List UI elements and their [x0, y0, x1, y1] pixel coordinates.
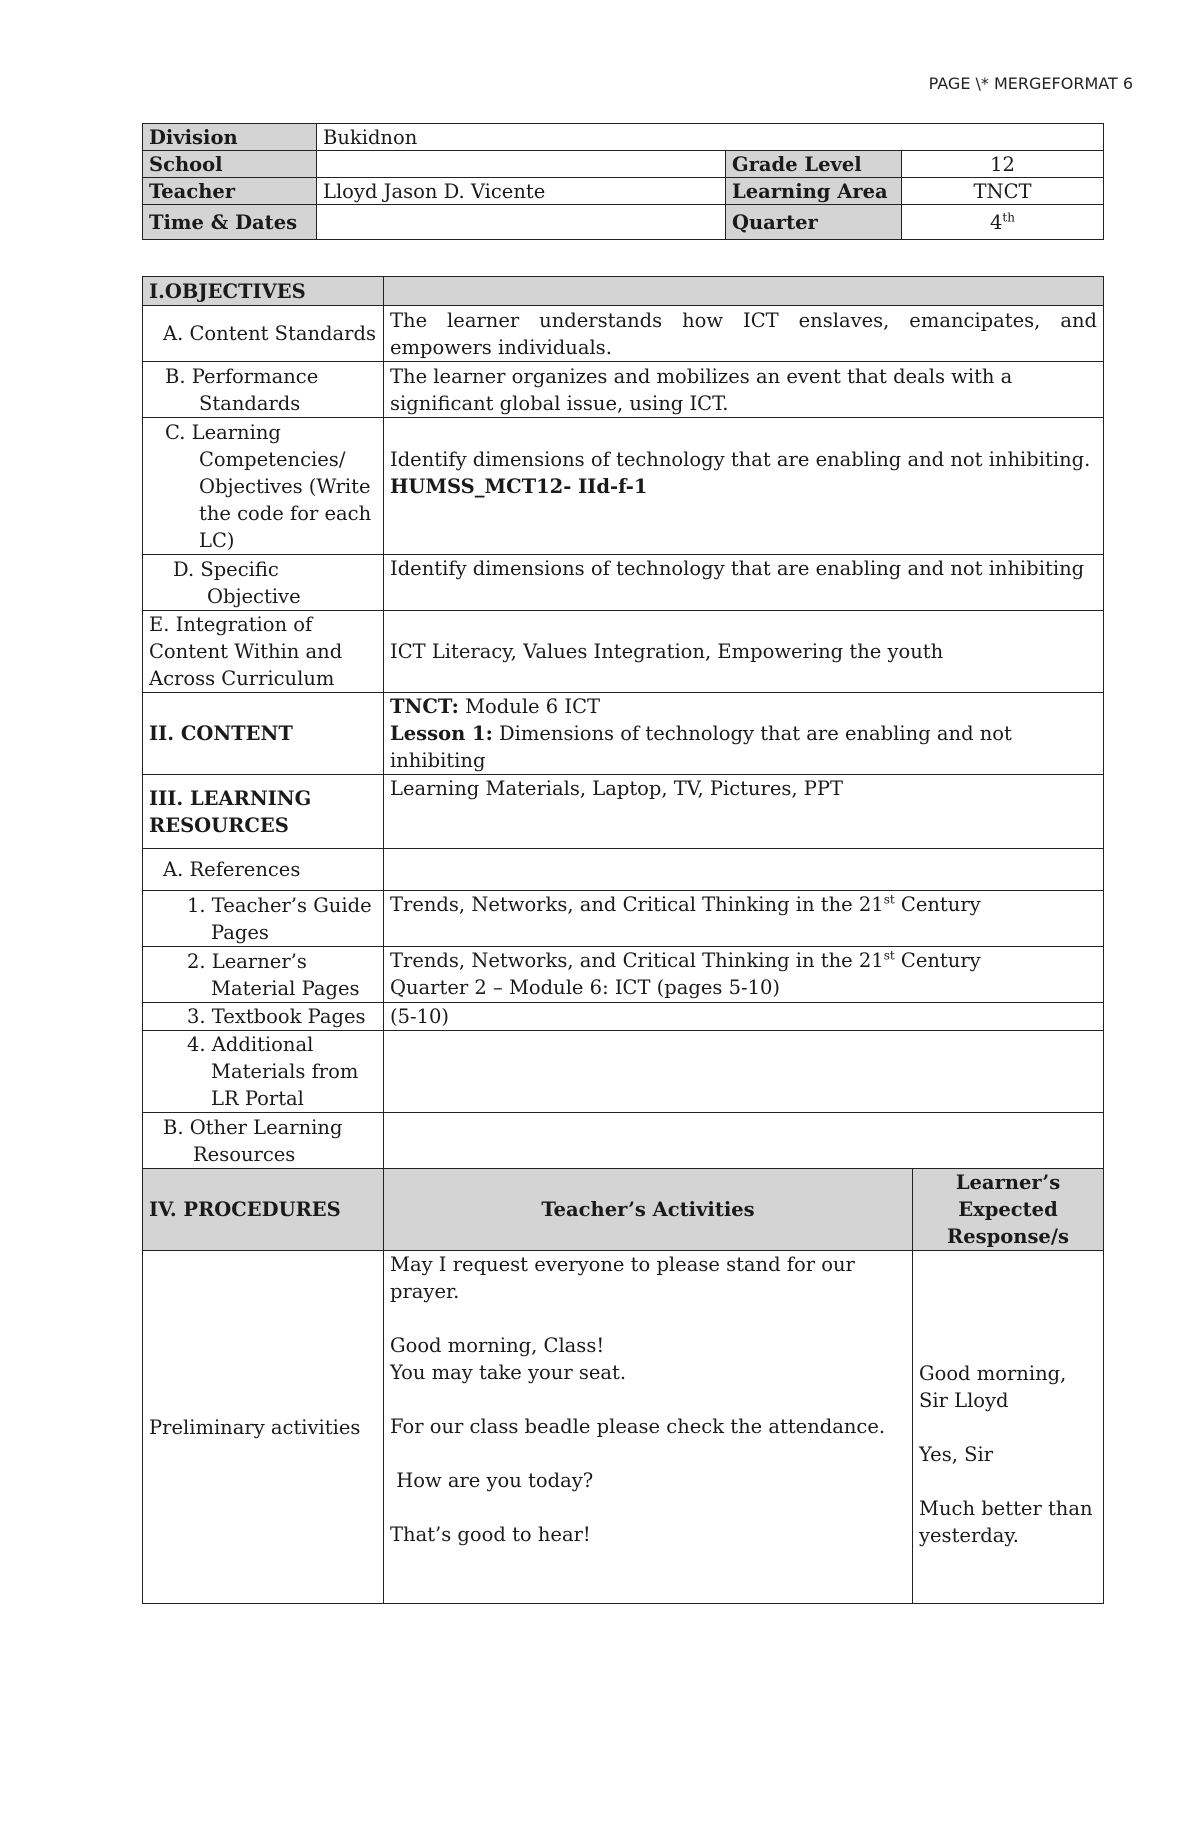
lesson-value: Dimensions of technology that are enabling and not inhibiting — [390, 722, 1012, 772]
time-dates-value — [317, 205, 726, 240]
performance-standards-label: B. Performance Standards — [143, 362, 384, 418]
page-header: PAGE \* MERGEFORMAT 6 — [928, 74, 1133, 93]
teacher-line: That’s good to hear! — [390, 1523, 591, 1546]
competencies-value: Identify dimensions of technology that are enabling and not inhibiting. — [390, 447, 1091, 471]
learner-response-cell — [913, 1251, 1104, 1604]
integration-label: E. Integration of Content Within and Across Curriculum — [143, 611, 384, 693]
teacher-line: For our class beadle please check the attendance. — [390, 1415, 886, 1438]
learning-area-value: TNCT — [902, 178, 1104, 205]
grade-level-value: 12 — [902, 151, 1104, 178]
division-label: Division — [143, 124, 317, 151]
teachers-guide-label: 1. Teacher’s Guide Pages — [143, 891, 384, 947]
teachers-guide-value: Trends, Networks, and Critical Thinking in the 21st Century — [384, 891, 1104, 947]
lesson-label: Lesson 1: — [390, 722, 493, 745]
learning-resources-heading: III. LEARNING RESOURCES — [143, 775, 384, 849]
learners-response-header: Learner’s Expected Response/s — [913, 1169, 1104, 1251]
integration-value: ICT Literacy, Values Integration, Empowering the youth — [384, 611, 1104, 693]
textbook-pages-label: 3. Textbook Pages — [143, 1003, 384, 1031]
teachers-activities-header: Teacher’s Activities — [384, 1169, 913, 1251]
learner-line: Yes, Sir — [919, 1442, 994, 1466]
additional-materials-value — [384, 1031, 1104, 1113]
learner-line: Much better than yesterday. — [919, 1496, 1093, 1547]
procedures-heading: IV. PROCEDURES — [143, 1169, 384, 1251]
tnct-value: Module 6 ICT — [458, 695, 601, 718]
content-standards-label: A. Content Standards — [143, 306, 384, 362]
division-value: Bukidnon — [317, 124, 1104, 151]
preliminary-activities-label: Preliminary activities — [143, 1251, 384, 1604]
time-dates-label: Time & Dates — [143, 205, 317, 240]
textbook-pages-value: (5-10) — [384, 1003, 1104, 1031]
lesson-plan-table — [142, 276, 1104, 1604]
school-value — [317, 151, 726, 178]
teacher-label: Teacher — [143, 178, 317, 205]
additional-materials-label: 4. Additional Materials from LR Portal — [143, 1031, 384, 1113]
school-info-table — [142, 123, 1104, 240]
tnct-label: TNCT: — [390, 695, 459, 718]
learner-line: Good morning, Sir Lloyd — [919, 1361, 1067, 1412]
content-value — [384, 693, 1104, 775]
content-heading: II. CONTENT — [143, 693, 384, 775]
teacher-activities-cell — [384, 1251, 913, 1604]
quarter-label: Quarter — [726, 205, 902, 240]
grade-level-label: Grade Level — [726, 151, 902, 178]
specific-objective-label: D. Specific Objective — [143, 555, 384, 611]
competencies-label: C. Learning Competencies/ Objectives (Write the code for each LC) — [143, 418, 384, 555]
specific-objective-value: Identify dimensions of technology that are enabling and not inhibiting — [384, 555, 1104, 611]
teacher-value: Lloyd Jason D. Vicente — [317, 178, 726, 205]
teacher-line: May I request everyone to please stand for our prayer. — [390, 1253, 855, 1303]
objectives-heading: I.OBJECTIVES — [143, 277, 384, 306]
references-value — [384, 849, 1104, 891]
school-label: School — [143, 151, 317, 178]
teacher-line: How are you today? — [390, 1469, 594, 1492]
references-label: A. References — [143, 849, 384, 891]
learners-material-value: Trends, Networks, and Critical Thinking in the 21st Century Quarter 2 – Module 6: ICT (pages 5-10) — [384, 947, 1104, 1003]
other-resources-label: B. Other Learning Resources — [143, 1113, 384, 1169]
learning-resources-value: Learning Materials, Laptop, TV, Pictures, PPT — [384, 775, 1104, 849]
other-resources-value — [384, 1113, 1104, 1169]
learners-material-label: 2. Learner’s Material Pages — [143, 947, 384, 1003]
teacher-line: You may take your seat. — [390, 1361, 627, 1384]
performance-standards-value: The learner organizes and mobilizes an event that deals with a significant global issue, using ICT. — [384, 362, 1104, 418]
quarter-value: 4th — [902, 205, 1104, 240]
learning-area-label: Learning Area — [726, 178, 902, 205]
competencies-cell — [384, 418, 1104, 555]
objectives-heading-fill — [384, 277, 1104, 306]
competencies-code: HUMSS_MCT12- IId-f-1 — [390, 474, 648, 498]
teacher-line: Good morning, Class! — [390, 1334, 605, 1357]
content-standards-value: The learner understands how ICT enslaves, emancipates, and empowers individuals. — [384, 306, 1104, 362]
